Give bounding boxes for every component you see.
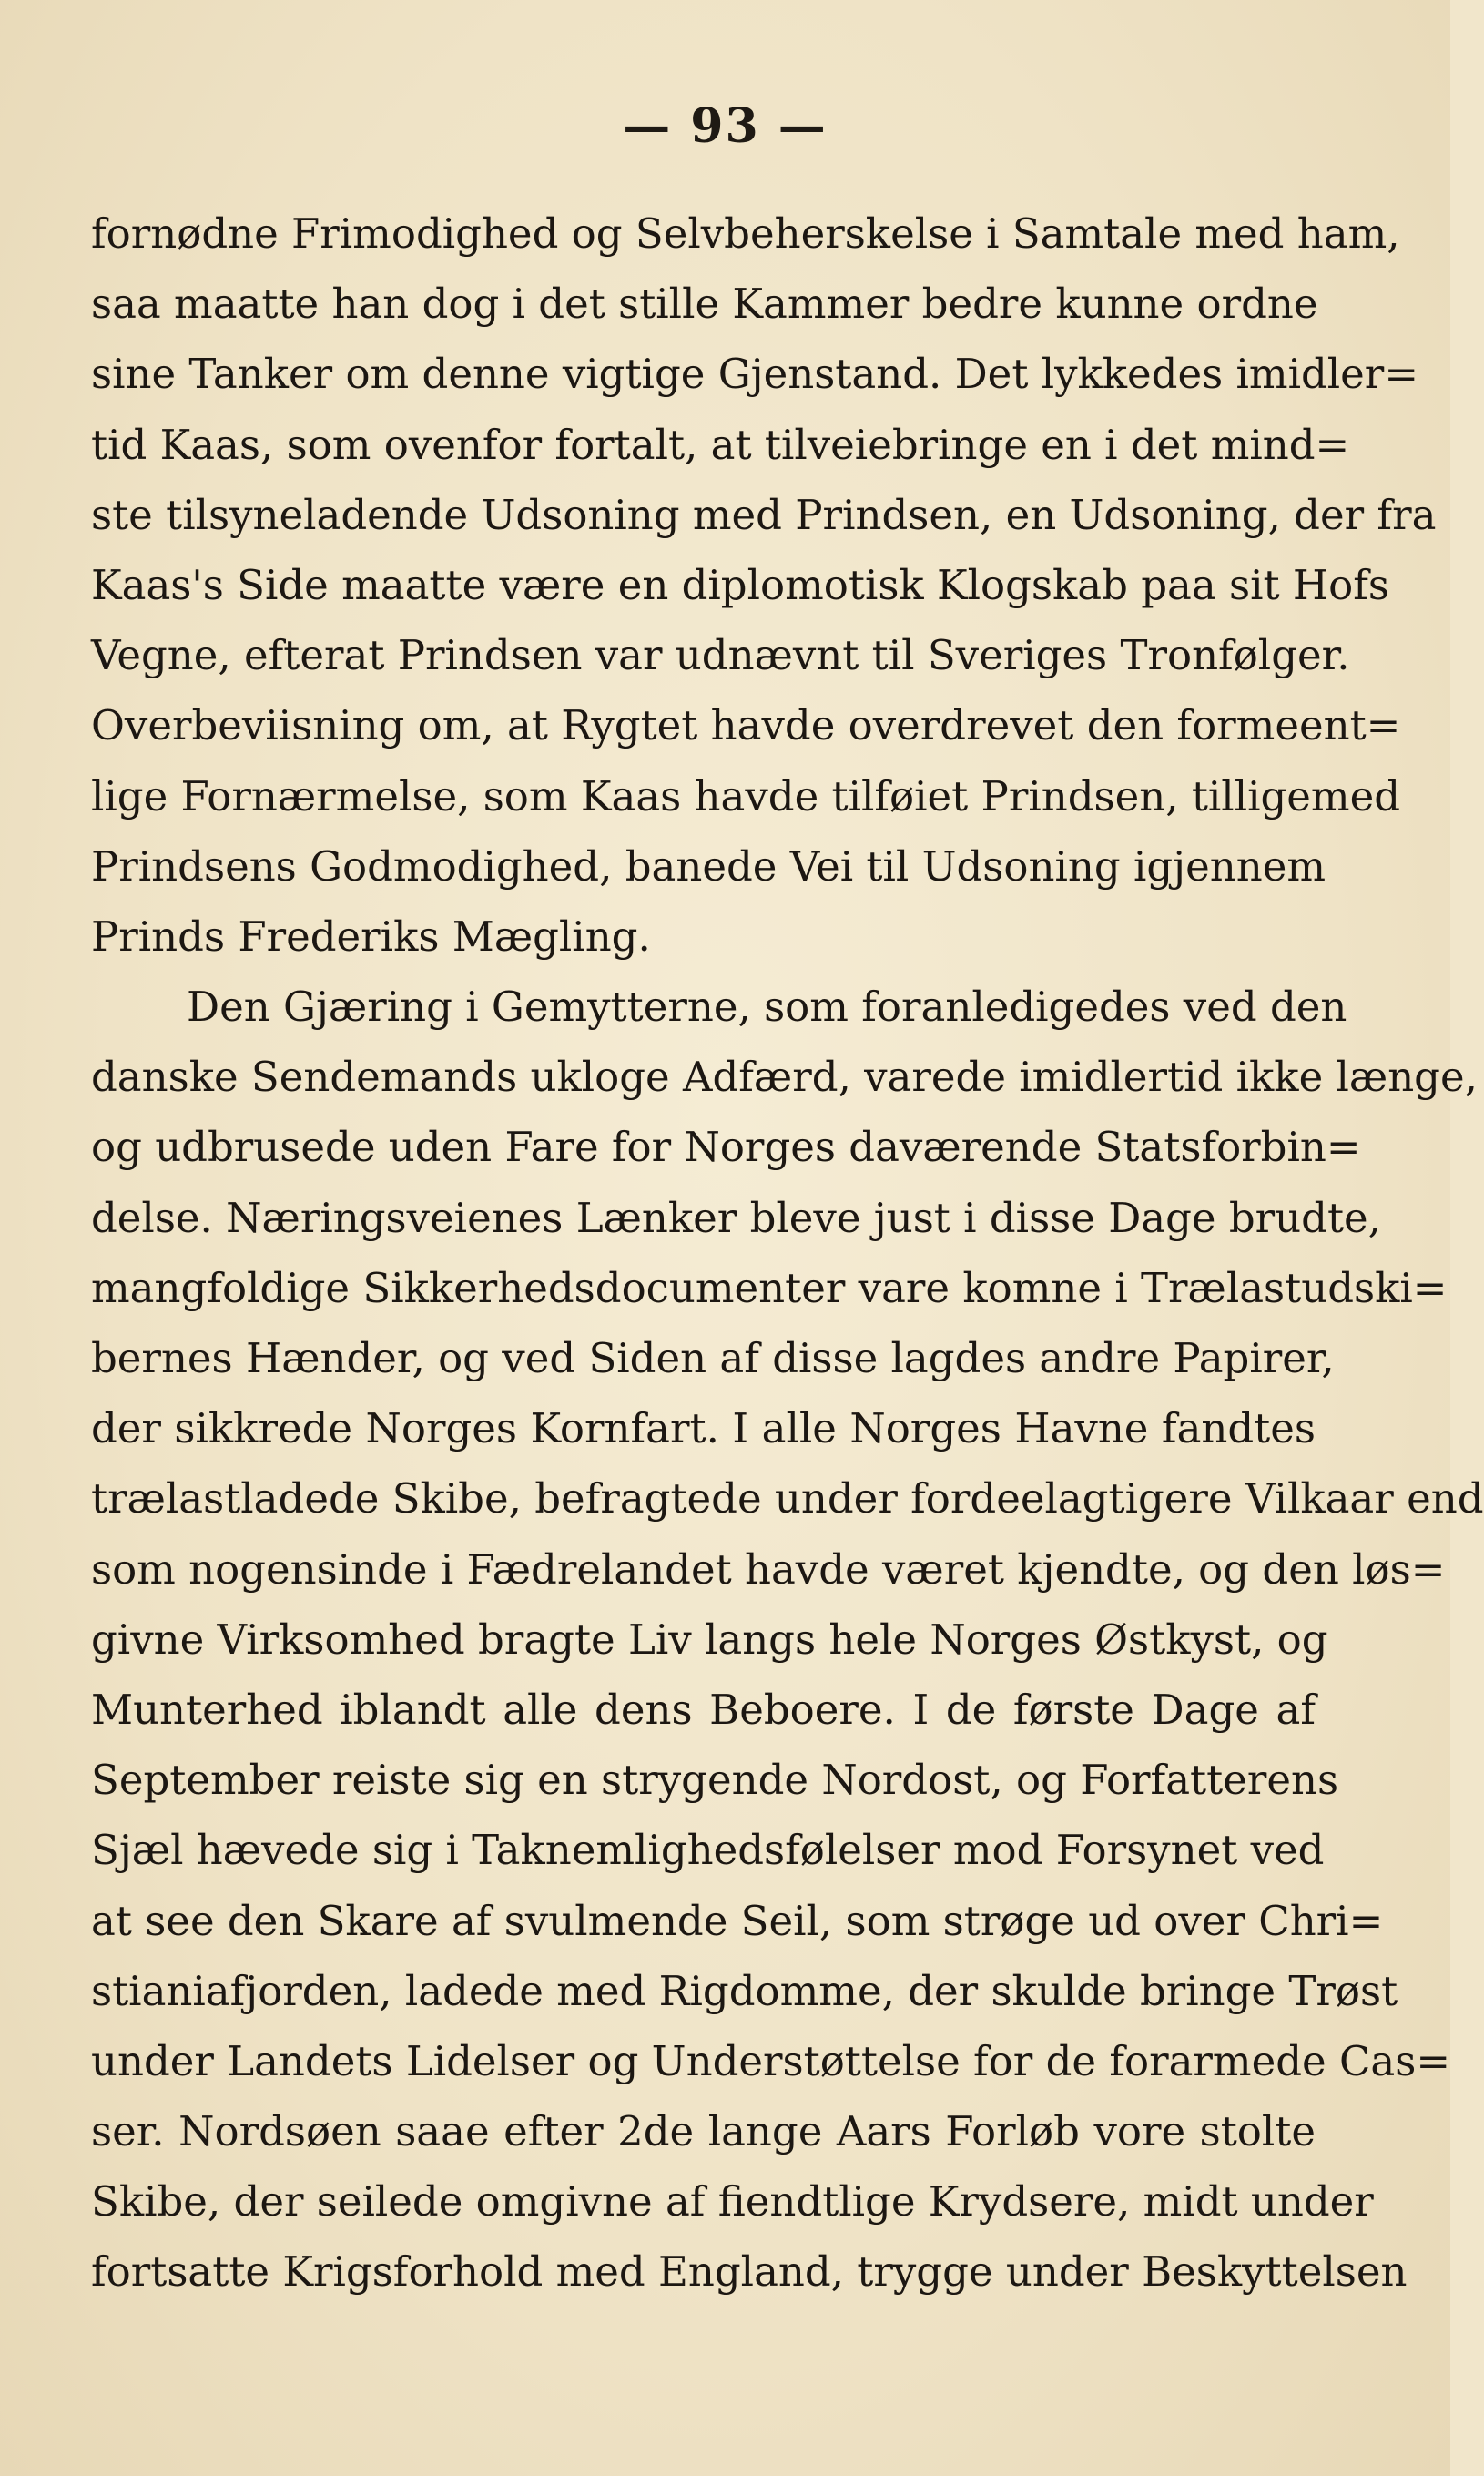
text-line: fornødne Frimodighed og Selvbeherskelse i Samtale med ham,	[91, 209, 1400, 258]
text-line: bernes Hænder, og ved Siden af disse lagdes andre Papirer,	[91, 1334, 1335, 1382]
text-line: at see den Skare af svulmende Seil, som strøge ud over Chri=	[91, 1896, 1384, 1945]
text-line: stianiafjorden, ladede med Rigdomme, der skulde bringe Trøst	[91, 1966, 1398, 2015]
text-line: danske Sendemands ukloge Adfærd, varede imidlertid ikke længe,	[91, 1053, 1478, 1102]
text-line: fortsatte Krigsforhold med England, trygge under Beskyttelsen	[91, 2247, 1408, 2297]
text-line: Sjæl hævede sig i Taknemlighedsfølelser mod Forsynet ved	[91, 1826, 1325, 1875]
text-line: Munterhed iblandt alle dens Beboere. I de første Dage af	[91, 1685, 1316, 1734]
text-line: delse. Næringsveienes Lænker bleve just i disse Dage brudte,	[91, 1193, 1381, 1242]
page-number: — 93 —	[623, 98, 828, 154]
text-line: Vegne, efterat Prindsen var udnævnt til Sveriges Tronfølger.	[91, 631, 1350, 680]
text-line: September reiste sig en strygende Nordost, og Forfatterens	[91, 1756, 1339, 1805]
text-line: og udbrusede uden Fare for Norges daværende Statsforbin=	[91, 1123, 1361, 1172]
text-line: Overbeviisning om, at Rygtet havde overdrevet den formeent=	[91, 701, 1401, 750]
text-line: ser. Nordsøen saae efter 2de lange Aars Forløb vore stolte	[91, 2107, 1316, 2156]
text-line: lige Fornærmelse, som Kaas havde tilføiet Prindsen, tilligemed	[91, 771, 1401, 820]
text-line: under Landets Lidelser og Understøttelse for de forarmede Cas=	[91, 2036, 1451, 2085]
text-line: ste tilsyneladende Udsoning med Prindsen, en Udsoning, der fra	[91, 490, 1437, 539]
paragraph-start-line: Den Gjæring i Gemytterne, som foranledigedes ved den	[187, 983, 1347, 1032]
text-line: Prindsens Godmodighed, banede Vei til Udsoning igjennem	[91, 841, 1326, 891]
text-line: der sikkrede Norges Kornfart. I alle Norges Havne fandtes	[91, 1404, 1316, 1453]
text-line: givne Virksomhed bragte Liv langs hele Norges Østkyst, og	[91, 1615, 1328, 1664]
text-line: Skibe, der seilede omgivne af fiendtlige Krydsere, midt under	[91, 2177, 1374, 2226]
text-line: tid Kaas, som ovenfor fortalt, at tilveiebringe en i det mind=	[91, 420, 1350, 469]
text-line: trælastladede Skibe, befragtede under fordeelagtigere Vilkaar end	[91, 1474, 1484, 1523]
paragraph-end-line: Prinds Frederiks Mægling.	[91, 912, 651, 961]
text-line: sine Tanker om denne vigtige Gjenstand. Det lykkedes imidler=	[91, 350, 1419, 399]
text-line: som nogensinde i Fædrelandet havde været kjendte, og den løs=	[91, 1544, 1446, 1594]
text-line: mangfoldige Sikkerhedsdocumenter vare komne i Trælastudski=	[91, 1263, 1448, 1312]
text-line: saa maatte han dog i det stille Kammer bedre kunne ordne	[91, 280, 1318, 329]
body-text	[91, 199, 1484, 2308]
text-line: Kaas's Side maatte være en diplomotisk Klogskab paa sit Hofs	[91, 560, 1389, 609]
